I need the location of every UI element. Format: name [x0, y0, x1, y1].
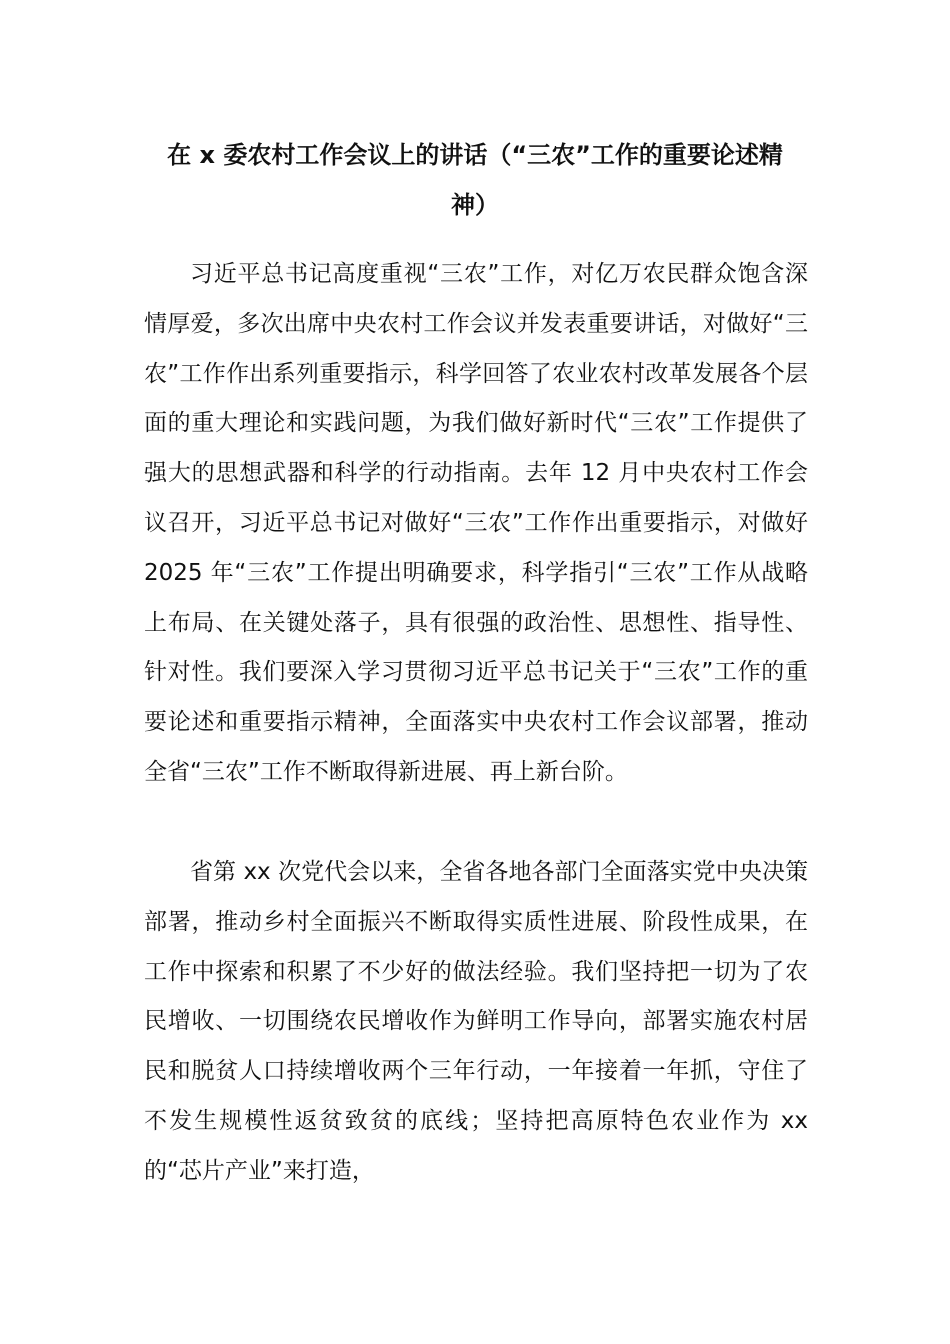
- paragraph-2: 省第 xx 次党代会以来，全省各地各部门全面落实党中央决策部署，推动乡村全面振兴不断取得实质性进展、阶段性成果，在工作中探索和积累了不少好的做法经验。我们坚持把一切为了农民增收、一切围绕农民增收作为鲜明工作导向，部署实施农村居民和脱贫人口持续增收两个三年行动，一年接着一年抓，守住了不发生规模性返贫致贫的底线；坚持把高原特色农业作为 xx 的“芯片产业”来打造，: [144, 859, 808, 1184]
- document-title: 在 x 委农村工作会议上的讲话（“三农”工作的重要论述精神）: [167, 141, 783, 219]
- paragraph-1: 习近平总书记高度重视“三农”工作，对亿万农民群众饱含深情厚爱，多次出席中央农村工作会议并发表重要讲话，对做好“三农”工作作出系列重要指示，科学回答了农业农村改革发展各个层面的重大理论和实践问题，为我们做好新时代“三农”工作提供了强大的思想武器和科学的行动指南。去年 12 月中央农村工作会议召开，习近平总书记对做好“三农”工作作出重要指示，对做好 2025 年“三农”工作提出明确要求，科学指引“三农”工作从战略上布局、在关键处落子，具有很强的政治性、思想性、指导性、针对性。我们要深入学习贯彻习近平总书记关于“三农”工作的重要论述和重要指示精神，全面落实中央农村工作会议部署，推动全省“三农”工作不断取得新进展、再上新台阶。: [144, 261, 808, 785]
